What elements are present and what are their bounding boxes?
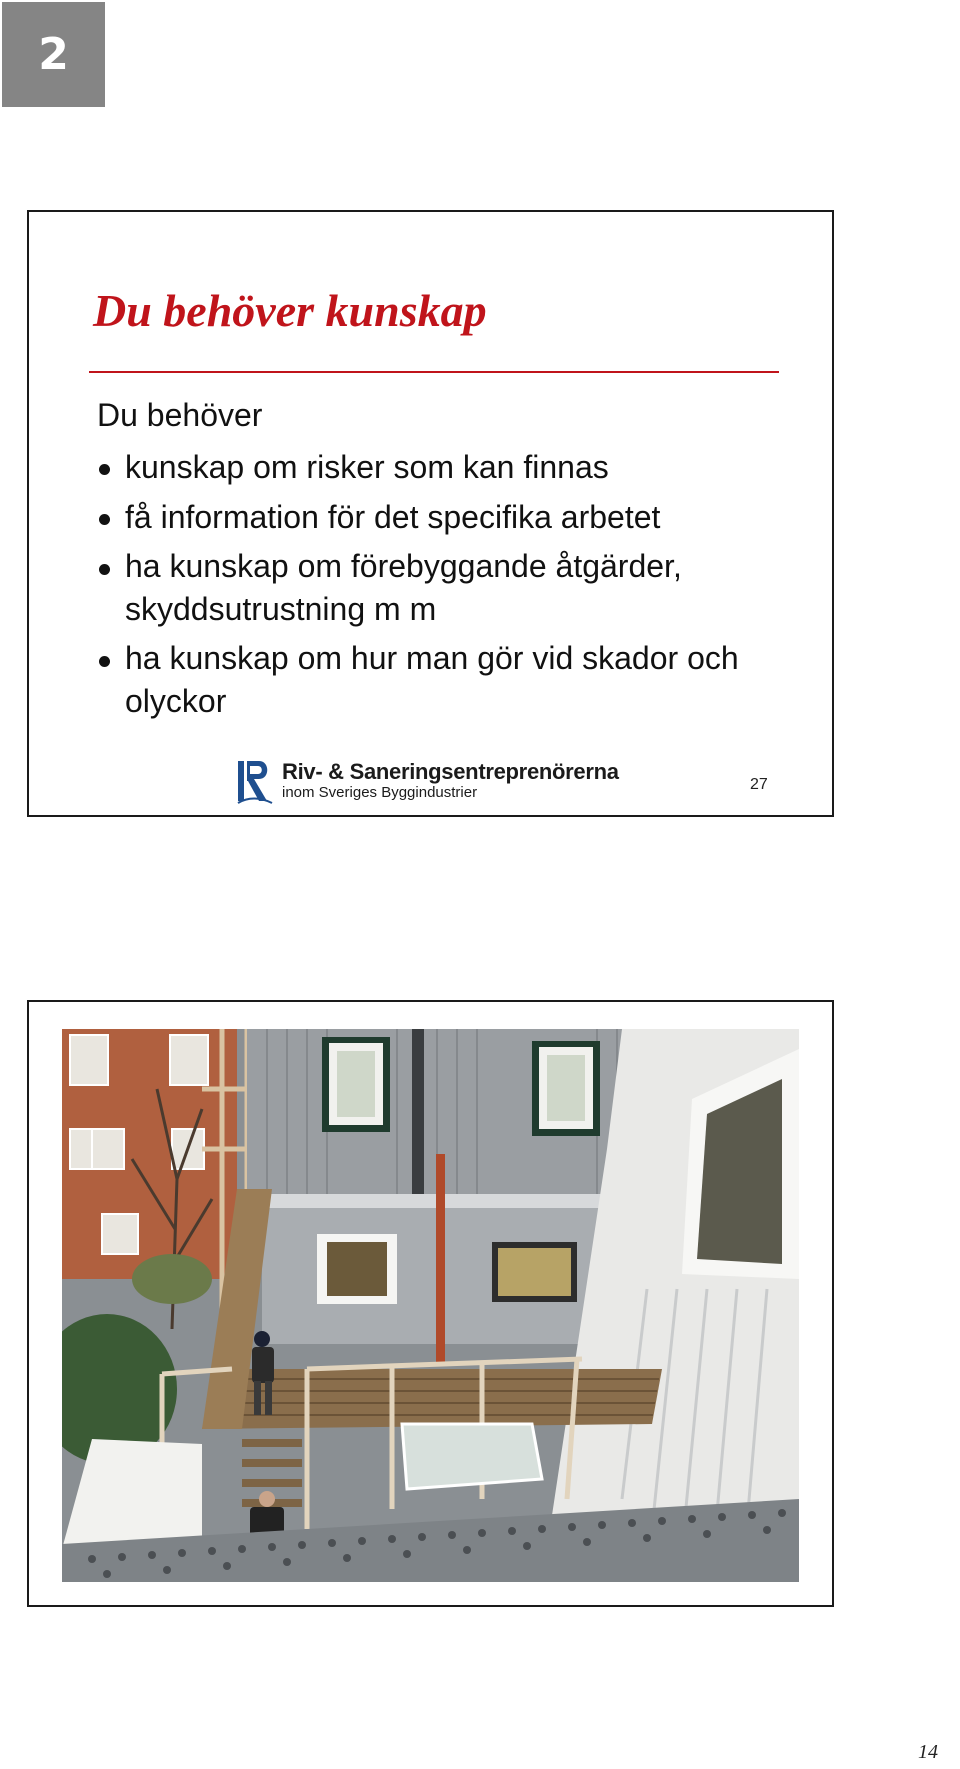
bullet-icon bbox=[99, 564, 110, 575]
slide-text bbox=[27, 210, 834, 817]
bullet-text: kunskap om risker som kan finnas bbox=[125, 449, 609, 485]
slide-title: Du behöver kunskap bbox=[93, 285, 487, 336]
company-logo bbox=[234, 757, 619, 805]
title-rule bbox=[89, 371, 779, 373]
page-number: 14 bbox=[918, 1741, 938, 1763]
bullet-item bbox=[97, 545, 797, 631]
photo-icon bbox=[62, 1029, 799, 1582]
logo-name: Riv- & Saneringsentreprenörerna bbox=[282, 758, 619, 784]
intro-text: Du behöver bbox=[97, 397, 263, 433]
logo-mark-icon bbox=[234, 757, 274, 805]
bullet-item bbox=[97, 445, 797, 489]
slide-photo bbox=[27, 1000, 834, 1607]
bullet-text: få information för det specifika arbetet bbox=[125, 499, 661, 535]
bullet-text: ha kunskap om förebyggande åtgärder, skyddsutrustning m m bbox=[125, 548, 682, 627]
bullet-item bbox=[97, 495, 797, 539]
bullet-icon bbox=[99, 464, 110, 475]
construction-site-photo bbox=[62, 1029, 799, 1582]
bullet-icon bbox=[99, 656, 110, 667]
slide-number: 27 bbox=[750, 776, 768, 793]
logo-subtitle: inom Sveriges Byggindustrier bbox=[282, 784, 478, 802]
bullet-text: ha kunskap om hur man gör vid skador och olyckor bbox=[125, 640, 739, 719]
page-badge: 2 bbox=[2, 2, 105, 107]
bullet-item bbox=[97, 637, 797, 723]
bullet-list bbox=[97, 445, 797, 729]
bullet-icon bbox=[99, 514, 110, 525]
